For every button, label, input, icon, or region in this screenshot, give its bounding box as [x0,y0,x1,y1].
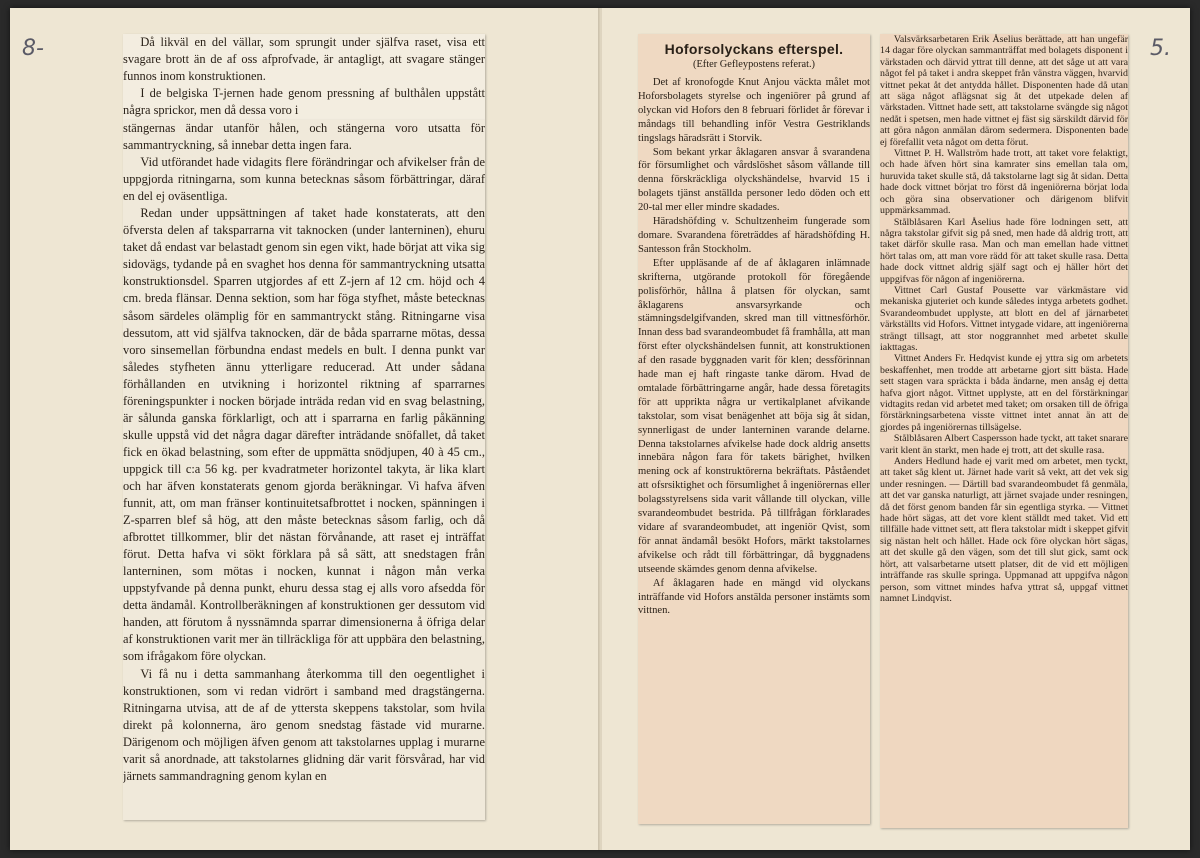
paragraph: Stålblåsaren Albert Caspersson hade tyckt, att taket snarare varit klent än starkt, men hade ej trott, att det skulle rasa. [880,433,1128,456]
paragraph: Valsvärksarbetaren Erik Åselius berättade, att han ungefär 14 dagar före olyckan sammanträffat med bolagets disponent i värkstaden och därvid yttrat till denne, att det såge ut att vara något fel på taket i andra skeppet från vänstra väggen, hvarvid vittnet pekat åt det antydda hållet. Disponenten hade då utan att säga något aflägsnat sig åt det utpekade delen af värkstaden. Vittnet hade sett, att takstolarne svängde sig något nedåt i spetsen, men hade vittnet ej fäst sig särskildt därvid för att göra någon anmälan därom sedermera. Disponenten bade ej förefallit veta något om detta förut. [880,34,1128,148]
paragraph: Vid utförandet hade vidagits flere förändringar och afvikelser från de uppgjorda ritningarna, som kunna betecknas såsom förbättringar, däraf en del ej oväsentliga. [123,155,485,204]
paragraph: Stålblåsaren Karl Åselius hade före lodningen sett, att några takstolar gifvit sig på sned, men hade då aldrig trott, att taket därför skulle rasa. Man och man emellan hade vittnet hört talas om, att man vore rädd för att taket skulle rasa. Detta hade dock vittnet aldrig själf sagt och ej häller hört det uppgifvas för någon af ingeniörerna. [880,216,1128,285]
page-number-right: 5. [1150,36,1171,61]
article-headline: Hoforsolyckans efterspel. [664,41,844,57]
paragraph: Af åklagaren hade en mängd vid olyckans inträffande vid Hofors anstälda personer instämts som vittnen. [638,577,870,617]
article-source: (Efter Gefleypostens referat.) [692,59,816,70]
paragraph: Anders Hedlund hade ej varit med om arbetet, men tyckt, att taket såg klent ut. Järnet hade varit så vekt, att det vek sig under resningen. — Därtill bad svarandeombudet få genmäla, att det var ganska naturligt, att järnet svajade under resningen, då det först genom banden får sin egentliga styrka. — Vittnet hade hört sägas, att det vore klent ställdt med taket. Vid ett tillfälle hade vittnet sett, att flera takstolar midt i skeppet gifvit sig nästan helt och hållet. Hade ock före olyckan hört sägas, att det skulle gå den vägen, som det till slut gick, samt ock hört, att valsarbetarne utsett platser, dit de vid ett möjligen inträffande ras skulle springa. Uppmanad att uppgifva någon person, som vittnet mindes hafva yttrat så, uppgaf vittnet namnet Lindqvist. [880,456,1128,604]
paragraph: Det af kronofogde Knut Anjou väckta målet mot Hoforsbolagets styrelse och ingeniörer på grund af olyckan vid Hofors den 8 februari förlidet år förevar i måndags till behandling inför Vestra Gestriklands tingslags häradsrätt i Storvik. [638,77,870,144]
paragraph: I de belgiska T-jernen hade genom pressning af bulthålen uppstått några sprickor, men då dessa voro i [123,86,485,117]
album-spread [10,8,1190,850]
clipping-report-top [123,34,485,120]
paragraph: Då likväl en del vällar, som sprungit under själfva raset, visa ett svagare brott än de af oss afprofvade, är antagligt, att svagare stänger funnos inom konstruktionen. [123,35,485,83]
paragraph: Vittnet Anders Fr. Hedqvist kunde ej yttra sig om arbetets beskaffenhet, men trodde att arbetarne gjort sitt bästa. Hade sett stagen vara spräckta i båda ändarne, men ansåg ej detta hafva gjort något. Vittnet upplyste, att en del förstärkningar vidtagits redan vid arbetet med taket; om orsaken till de öfriga förstärkningsarbetena visste vittnet intet annat än att de gjordes på ingeniörernas tillsägelse. [880,353,1128,433]
paragraph: Vittnet P. H. Wallström hade trott, att taket vore felaktigt, och hade äfven hört sina kamrater sins emellan tala om, huruvida taket skulle stå, då takstolarne lagt sig åt sidan. Detta hade dock vittnet börjat tro först då ingeniörerna börjat loda och göra sina observationer och därigenom blifvit uppmärksammad. [880,148,1128,217]
paragraph: Efter uppläsande af de af åklagaren inlämnade skrifterna, utgörande protokoll för föregående polisförhör, hållna å platsen för olyckan, samt åklagarens ansvarsyrkande och stämningsdelgifvanden, skred man till vittnesförhör. Innan dess bad svarandeombudet få framhålla, att man först efter olyckshändelsen funnit, att konstruktionen af den rasade byggnaden varit för klen; dessförinnan hade man ej haft ringaste tanke därom. Hvad de omtalade förbättringarne angår, hade dessa företagits för att upprikta några ur vertikalplanet afvikande takstolar, som visat benägenhet att böja sig åt sidan, synnerligast de under lanterninen varande delarne. Denna takstolarnes afvikelse hade dock aldrig ansetts innebära någon fara för takets bärighet, hvilken mening ock af konstruktörerna bekräftats. Påståendet att ofsrsiktighet och försumlighet å ingeniörernas eller bolagsstyrelsens sida varit vållande till olyckan, ville svarandeombudet bestrida. På tillfrågan förklarades vidare af svarandeombudet, att ingeniör Qvist, som för annat ändamål besökt Hofors, märkt takstolarnes afvikelse och rådt till förbättringar, då byggnadens utseende skämdes genom denna afvikelse. [638,257,870,575]
paragraph: Som bekant yrkar åklagaren ansvar å svarandena för försumlighet och vårdslöshet såsom vållande till denna förskräckliga olyckshändelse, hvarvid 15 i bolagets tjänst anställda personer ledo döden och ett 20-tal mer eller mindre skadades. [638,146,870,214]
paragraph: Häradshöfding v. Schultzenheim fungerade som domare. Svarandena företräddes af häradshöfding H. Santesson från Stockholm. [638,216,870,255]
paragraph: stängernas ändar utanför hålen, och stängerna voro utsatta för sammantryckning, så innebar detta ingen fara. [123,121,485,153]
clipping-article-column-1 [638,34,870,824]
paragraph: Vittnet Carl Gustaf Pousette var värkmästare vid mekaniska gjuteriet och kunde således intyga arbetets godhet. Svarandeombudet upplyste, att blott en del af järnarbetet värkställts vid Hofors. Vittnet intygade vidare, att ingeniörerna strängt tillsagt, att stor noggrannhet med arbetet skulle iakttagas. [880,284,1128,353]
paragraph: Redan under uppsättningen af taket hade konstaterats, att den öfversta delen af taksparrarna vit taknocken (under lanterninen), ehuru taket då endast var belastadt genom sin egen vikt, hade börjat att vika sig sidovägs, tydande på en svaghet hos denna för sammantryckning utsatta konstruktionsdel. Sparren utgjordes af ett Z-jern af 12 cm. höjd och 4 cm. breda flänsar. Denna sektion, som har föga styfhet, måste betecknas såsom särdeles olämplig för en sammantryckt stång. Ritningarne visa dessutom, att vid själfva taknocken, där de båda sparrarne mötas, dessa voro sinsemellan förbundna endast medels en bult. I denna punkt var således styfheten ännu ytterligare reducerad. Att under sådana förhållanden en utvikning i horizontel riktning af sparrarnes föreningspunkter i nocken började inträda redan vid en svag belastning, är sålunda ganska förklarligt, och att i sparrarna en farlig påkänning skulle uppstå vid det några dagar därefter inträdande snöfallet, då taket fick en ökad belastning, som efter de uppmätta snödjupen, 40 à 45 cm., uppgick till c:a 56 kg. per kvadratmeter horizontel takyta, är lika klart och har äfven konstaterats genom gjorda beräkningar. Vi hafva äfven funnit, att, om man fränser kontinuitetsafbrottet i nocken, spänningen i Z-sparren blef så hög, att den måste betecknas såsom farlig, och då afbrottet tillkommer, blir det nästan förvånande, att raset ej inträffat förut. Detta hafva vi sökt förklara på så sätt, att snedstagen från lanterninen, som mötas i nocken, kunnat i någon mån verka uppstyfvande på denna punkt, ehuru dessa stag ej alls voro afsedda för detta ändamål. Kontrollberäkningen af konstruktionen ger dessutom vid handen, att förutom å nyssnämnda sparrar dimensionerna å öfriga delar af konstruktionen varit mer än tillräckliga för att uppbära den belastning, som ifrågakom före olyckan. [123,206,485,664]
clipping-article-column-2 [880,34,1128,828]
clipping-report-main [123,120,485,820]
paragraph: Vi få nu i detta sammanhang återkomma till den oegentlighet i konstruktionen, som vi redan vidrört i samband med dragstängerna. Ritningarna utvisa, att de af de yttersta skeppens takstolar, som hvila direkt på kolonnerna, äro genom snedstag fästade vid murarne. Därigenom och möjligen äfven genom att takstolarnes upplag i murarne varit så anordnade, att takstolarnes glidning där varit försvårad, har vid järnets sammandragning genom kylan en [123,666,485,783]
page-number-left: 8- [22,36,44,61]
